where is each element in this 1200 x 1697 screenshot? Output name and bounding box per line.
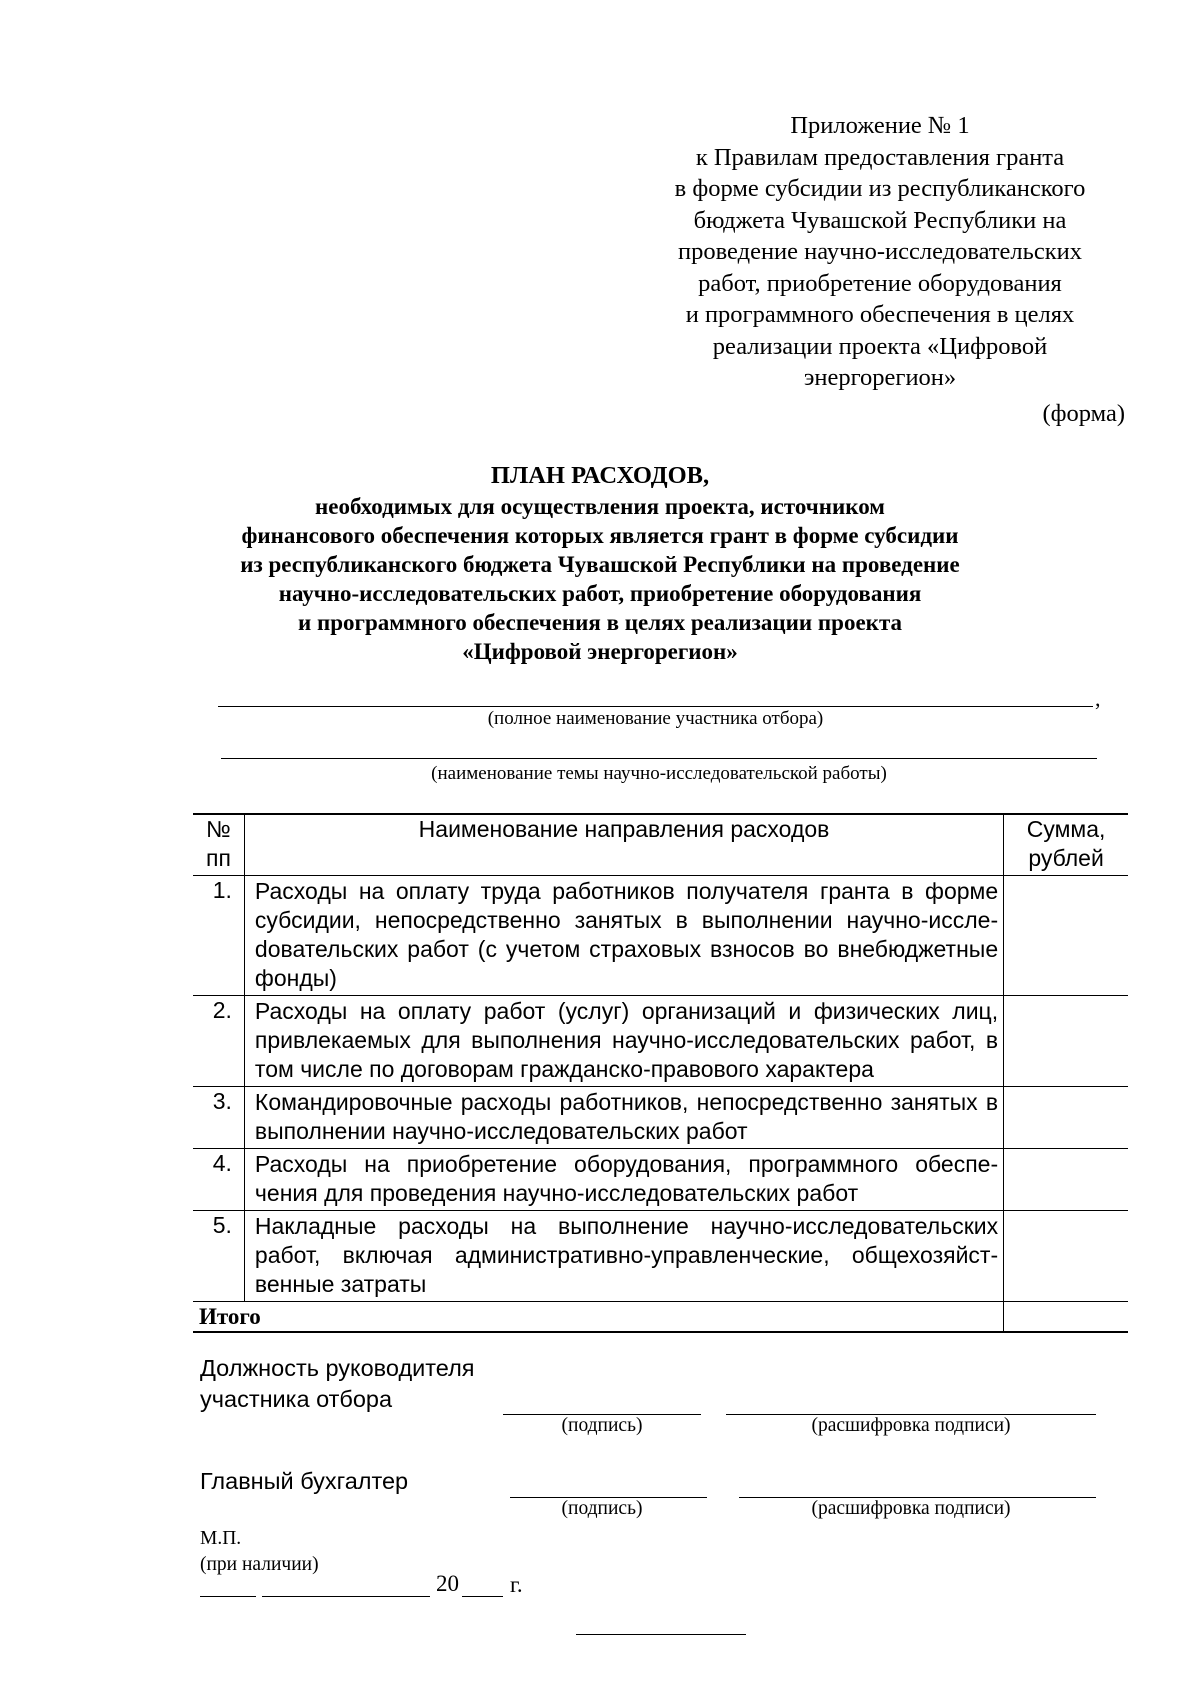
appendix-line: и программного обеспечения в целях — [685, 301, 1075, 328]
row-number: 4. — [193, 1149, 244, 1211]
title-subline: «Цифровой энергорегион» — [462, 639, 738, 664]
title-subline: научно-исследовательских работ, приобретение оборудования — [278, 581, 922, 606]
table-header-row — [193, 814, 1128, 876]
title-subline: необходимых для осуществления проекта, источником — [315, 494, 885, 519]
row-sum-cell[interactable] — [1004, 1149, 1128, 1211]
row-number: 3. — [193, 1087, 244, 1149]
head-position-label-line: Должность руководителя — [200, 1355, 475, 1381]
date-month-field[interactable] — [262, 1596, 430, 1597]
head-signature-caption: (подпись) — [561, 1415, 643, 1436]
stamp-if-any: (при наличии) — [200, 1554, 319, 1575]
row-sum-cell[interactable] — [1004, 1211, 1128, 1302]
row-sum-cell[interactable] — [1004, 876, 1128, 996]
appendix-line: в форме субсидии из республиканского — [674, 175, 1086, 202]
appendix-line: реализации проекта «Цифровой — [712, 332, 1048, 360]
row-number: 2. — [193, 996, 244, 1087]
date-year-prefix: 20 — [436, 1571, 459, 1596]
total-sum-cell[interactable] — [1004, 1302, 1128, 1333]
expense-plan-table — [193, 813, 1128, 1333]
chief-accountant-label: Главный бухгалтер — [200, 1468, 409, 1494]
appendix-line: энергорегион» — [803, 364, 957, 391]
footer-divider — [576, 1634, 746, 1635]
title-subline: из республиканского бюджета Чувашской Республики на проведение — [240, 552, 960, 577]
row-expense-name: Командировочные расходы работников, непосредственно занятых в выполнении научно-исследовательских работ — [244, 1087, 1003, 1149]
participant-caption: (полное наименование участника отбора) — [487, 708, 824, 729]
form-note: (форма) — [1042, 400, 1125, 427]
row-sum-cell[interactable] — [1004, 996, 1128, 1087]
row-number: 1. — [193, 876, 244, 996]
date-year-field[interactable] — [462, 1596, 503, 1597]
head-position-label-line: участника отбора — [200, 1386, 393, 1412]
document-title-block — [150, 460, 1050, 666]
header-expense-name: Наименование направления расходов — [244, 814, 1003, 876]
row-expense-name: Накладные расходы на выполнение научно-исследовательских работ, включая административно-управленческие, общехозяйственные затраты — [244, 1211, 1003, 1302]
header-number: № пп — [193, 814, 244, 876]
appendix-line: бюджета Чувашской Республики на — [693, 206, 1067, 234]
appendix-header — [640, 110, 1120, 394]
table-total-row — [193, 1302, 1128, 1333]
table-row — [193, 1087, 1128, 1149]
appendix-line: проведение научно-исследовательских — [678, 238, 1082, 265]
date-day-field[interactable] — [200, 1596, 256, 1597]
title-subline: финансового обеспечения которых является грант в форме субсидии — [241, 523, 959, 548]
accountant-signature-caption: (подпись) — [561, 1498, 643, 1519]
total-label: Итого — [193, 1302, 1004, 1333]
header-sum: Сумма, рублей — [1004, 814, 1128, 876]
appendix-line: работ, приобретение оборудования — [698, 269, 1062, 297]
participant-comma: , — [1095, 686, 1101, 711]
table-row — [193, 876, 1128, 996]
appendix-line: к Правилам предоставления гранта — [695, 143, 1065, 171]
date-year-suffix: г. — [510, 1572, 523, 1597]
accountant-transcript-caption: (расшифровка подписи) — [811, 1498, 1011, 1519]
table-row — [193, 1211, 1128, 1302]
row-expense-name: Расходы на оплату труда работников получателя гранта в форме субсидии, непосредственно занятых в выполнении научно-исслеdовательских работ (с учетом страховых взносов во внебюджетные фонды) — [244, 876, 1003, 996]
research-topic-field[interactable] — [221, 758, 1097, 759]
appendix-line: Приложение № 1 — [790, 112, 970, 139]
document-title: ПЛАН РАСХОДОВ, — [490, 462, 710, 489]
research-topic-caption: (наименование темы научно-исследовательской работы) — [431, 763, 887, 784]
table-row — [193, 1149, 1128, 1211]
row-number: 5. — [193, 1211, 244, 1302]
row-expense-name: Расходы на приобретение оборудования, программного обеспечения для проведения научно-исследовательских работ — [244, 1149, 1003, 1211]
row-sum-cell[interactable] — [1004, 1087, 1128, 1149]
table-row — [193, 996, 1128, 1087]
head-position-label — [200, 1353, 475, 1415]
title-subline: и программного обеспечения в целях реализации проекта — [297, 610, 903, 635]
head-transcript-caption: (расшифровка подписи) — [811, 1415, 1011, 1436]
participant-name-field[interactable] — [218, 706, 1093, 707]
row-expense-name: Расходы на оплату работ (услуг) организаций и физических лиц, привлекаемых для выполнения научно-исследовательских работ, в том числе по договорам гражданско-правового характера — [244, 996, 1003, 1087]
stamp-label: М.П. — [200, 1528, 242, 1549]
